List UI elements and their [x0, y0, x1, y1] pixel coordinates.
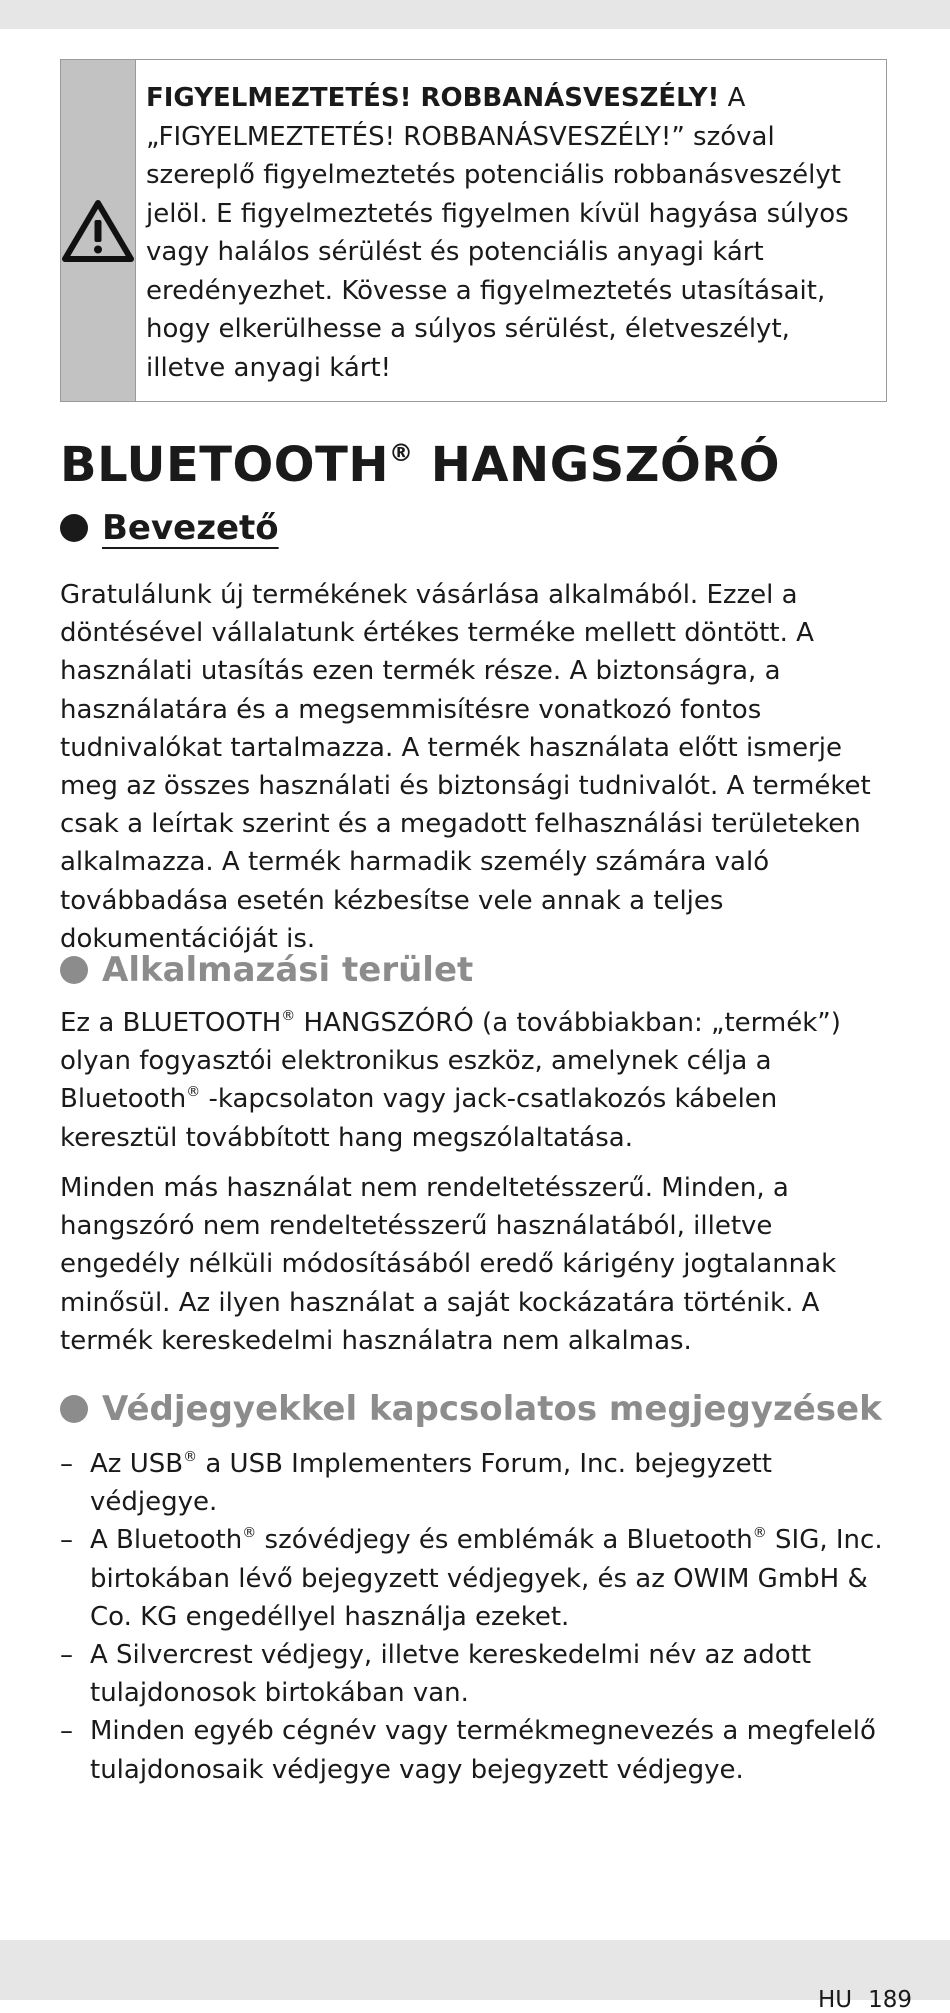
footer-band	[0, 1940, 950, 2000]
tm2-part-b: szóvédjegy és emblémák a Bluetooth	[256, 1525, 753, 1556]
registered-mark: ®	[183, 1449, 198, 1465]
bullet-icon	[60, 514, 88, 542]
warning-lead: FIGYELMEZTETÉS! ROBBANÁSVESZÉLY!	[146, 83, 720, 113]
heading-trademarks	[60, 1389, 882, 1429]
application-paragraph-1	[60, 1004, 900, 1157]
footer-page-number: 189	[868, 1987, 912, 2013]
registered-mark: ®	[186, 1084, 201, 1101]
tm2-part-a: A Bluetooth	[90, 1525, 243, 1556]
heading-intro-label: Bevezető	[102, 508, 279, 548]
heading-intro	[60, 508, 279, 548]
dash-marker: –	[60, 1525, 73, 1556]
tm2-part-c: SIG, Inc. birtokában lévő bejegyzett védjegyek, és az OWIM GmbH & Co. KG engedéllyel használja ezeket.	[90, 1525, 883, 1632]
warning-icon-cell	[61, 60, 136, 401]
tm3-text: A Silvercrest védjegy, illetve kereskedelmi név az adott tulajdonosok birtokában van.	[90, 1640, 812, 1709]
title-rest: HANGSZÓRÓ	[413, 437, 781, 493]
dash-marker: –	[60, 1449, 73, 1479]
tm1-part-a: Az USB	[90, 1449, 184, 1479]
footer-language: HU	[817, 1987, 853, 2013]
top-band	[0, 0, 950, 29]
warning-body: A „FIGYELMEZTETÉS! ROBBANÁSVESZÉLY!” szóval szereplő figyelmeztetés potenciális robbanásveszélyt jelöl. E figyelmeztetés figyelmen kívül hagyása súlyos vagy halálos sérülést és potenciális anyagi kárt eredényezhet. Kövesse a figyelmeztetés utasításait, hogy elkerülhesse a súlyos sérülést, életveszélyt, illetve anyagi kárt!	[146, 83, 849, 383]
title-main: BLUETOOTH	[60, 437, 389, 493]
dash-marker: –	[60, 1716, 73, 1747]
heading-application-label: Alkalmazási terület	[102, 950, 474, 990]
page-title	[60, 437, 780, 493]
heading-trademarks-label: Védjegyekkel kapcsolatos megjegyzések	[102, 1389, 882, 1429]
bullet-icon	[60, 956, 88, 984]
title-registered-mark: ®	[389, 439, 414, 467]
warning-box	[60, 59, 887, 402]
registered-mark: ®	[752, 1525, 767, 1542]
app-p1-part-c: -kapcsolaton vagy jack-csatlakozós kábelen keresztül továbbított hang megszólaltatása.	[60, 1084, 778, 1153]
list-item	[60, 1712, 900, 1788]
trademark-list	[60, 1445, 900, 1789]
tm1-part-b: a USB Implementers Forum, Inc. bejegyzett védjegye.	[90, 1449, 772, 1518]
app-p1-part-a: Ez a BLUETOOTH	[60, 1008, 282, 1038]
app-p1-part-b: HANGSZÓRÓ (a továbbiakban: „termék”) olyan fogyasztói elektronikus eszköz, amelynek célja a Bluetooth	[60, 1008, 841, 1115]
list-item	[60, 1445, 900, 1521]
list-item	[60, 1521, 900, 1636]
tm4-text: Minden egyéb cégnév vagy termékmegnevezés a megfelelő tulajdonosaik védjegye vagy bejegyzett védjegye.	[90, 1716, 876, 1785]
bullet-icon	[60, 1395, 88, 1423]
registered-mark: ®	[281, 1008, 296, 1024]
registered-mark: ®	[242, 1525, 257, 1542]
heading-application	[60, 950, 473, 990]
intro-paragraph: Gratulálunk új termékének vásárlása alkalmából. Ezzel a döntésével vállalatunk értékes terméke mellett döntött. A használati utasítás ezen termék része. A biztonságra, a használatára és a megsemmisítésre vonatkozó fontos tudnivalókat tartalmazza. A termék használata előtt ismerje meg az összes használati és biztonsági tudnivalót. A terméket csak a leírtak szerint és a megadott felhasználási területeken alkalmazza. A termék harmadik személy számára való továbbadása esetén kézbesítse vele annak a teljes dokumentációját is.	[60, 580, 871, 954]
dash-marker: –	[60, 1640, 73, 1671]
application-paragraph-2: Minden más használat nem rendeltetésszerű. Minden, a hangszóró nem rendeltetésszerű használatából, illetve engedély nélküli módosításából eredő kárigény jogtalannak minősül. Az ilyen használat a saját kockázatára történik. A termék kereskedelmi használatra nem alkalmas.	[60, 1173, 837, 1356]
list-item	[60, 1636, 900, 1712]
page-footer	[818, 1987, 912, 2013]
warning-text	[136, 60, 886, 401]
warning-triangle-icon	[61, 198, 135, 264]
